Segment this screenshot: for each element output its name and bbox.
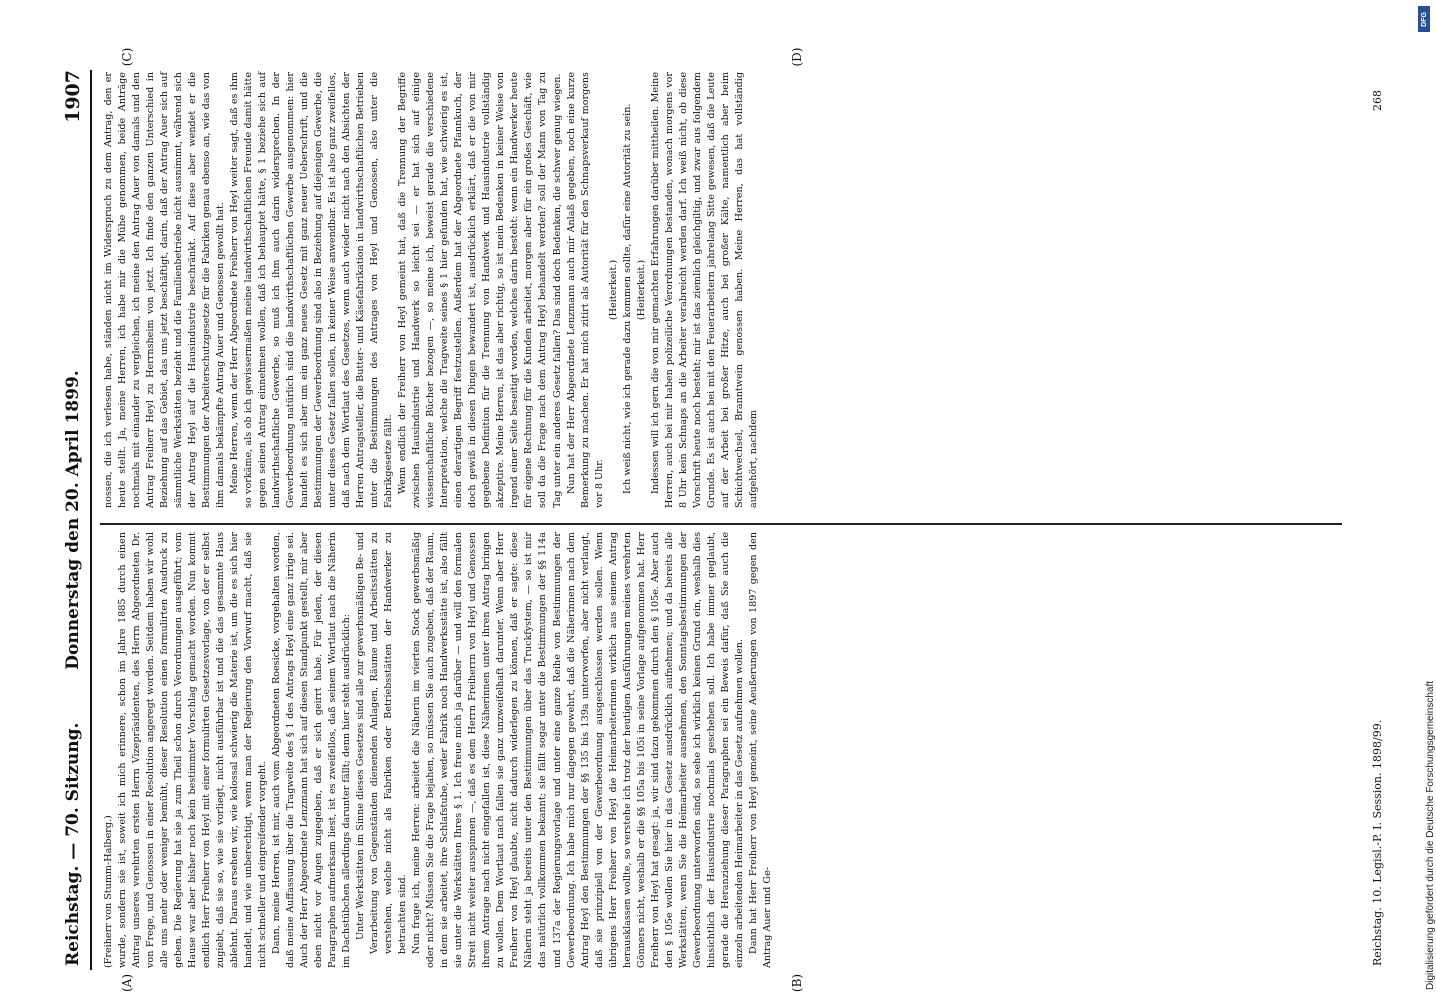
- margin-mark-d: (D): [790, 47, 804, 67]
- running-header-left: Reichstag. — 70. Sitzung.: [63, 722, 83, 966]
- running-header-date: Donnerstag den 20. April 1899.: [63, 370, 83, 670]
- paragraph: Ich weiß nicht, wie ich gerade dazu kommen sollte, dafür eine Autorität zu sein.: [621, 103, 633, 494]
- column-rule: [100, 523, 1342, 525]
- quoted-paragraph: Unter Werkstätten im Sinne dieses Gesetzes sind alle zur gewerbsmäßigen Be- und Verarbeitung von Gegenständen dienenden Anlagen, Räume und Arbeitsstätten zu verstehen, welche nicht als Fabriken oder Betriebsstätten der Handwerker zu betrachten sind.: [355, 532, 409, 954]
- left-column: [102, 532, 1340, 968]
- paragraph: Wenn endlich der Freiherr von Heyl gemeint hat, daß die Trennung der Begriffe zwischen Hausindustrie und Handwerk so leicht sei — er hat sich auf einige wissenschaftliche Bücher bezogen —, so meine ich, beweist gerade die verschiedene Interpretation, welche die Tragweite seines § 1 hier gefunden hat, wie schwierig es ist, einen derartigen Begriff festzustellen. Außerdem hat der Abgeordnete Pfannkuch, der doch gewiß in diesen Dingen bewandert ist, ausdrücklich erklärt, daß er die von mir gegebene Definition für die Trennung von Handwerk und Hausindustrie vollständig akzeptire. Meine Herren, ist das aber richtig, so ist mein Bedenken in keiner Weise von irgend einer Seite beseitigt worden, welches darin besteht: wenn ein Handwerker heute für eigene Rechnung für die Kunden arbeitet, morgen aber für ein großes Geschäft, wie soll da die Frage nach dem Antrag Heyl behandelt werden? soll der Mann von Tag zu Tag unter ein anderes Gesetz fallen? Das sind doch Bedenken, die schwer genug wiegen.: [397, 72, 563, 508]
- paragraph: Nun hat der Herr Abgeordnete Lenzmann auch mir Anlaß gegeben, noch eine kurze Bemerkung zu machen. Er hat mich zitirt als Autorität für den Schnapsverkauf morgens vor 8 Uhr.: [565, 72, 605, 508]
- interjection: (Heiterkeit.): [635, 259, 647, 321]
- margin-mark-b: (B): [790, 973, 804, 993]
- page-number: 1907: [62, 70, 84, 123]
- paragraph: Dann hat Herr Freiherr von Heyl gemeint, seine Aeußerungen von 1897 gegen den Antrag Auer und Ge-: [747, 532, 773, 968]
- paragraph: Nun frage ich, meine Herren: arbeitet die Näherin im vierten Stock gewerbsmäßig oder nicht? Müssen Sie die Frage bejahen, so müssen Sie auch zugeben, daß der Raum, in dem sie arbeitet, ihre Schlafstube, weder Fabrik noch Handwerksstätte ist, also fällt sie unter die Werkstätten Ihres § 1. Ich freue mich ja darüber — und will den formalen Streit nicht weiter ausspinnen —, daß es dem Herrn Freiherrn von Heyl und Genossen ihrem Antrage nach nicht eingefallen ist, diese Näherinnen unter ihren Antrag bringen zu wollen. Dem Wortlaut nach fallen sie ganz unzweifelhaft darunter. Wenn aber Herr Freiherr von Heyl glaubte, nicht dadurch widerlegen zu können, daß er sagte: diese Näherin steht ja bereits unter den Bestimmungen über das Truckfystem, — so ist mir das natürlich vollkommen bekannt; sie fällt sogar unter die Bestimmungen der §§ 114a und 137a der Regierungsvorlage und unter eine ganze Reihe von Bestimmungen der Gewerbeordnung. Ich habe mich nur dagegen gewehrt, daß die Näherinnen nach dem Antrag Heyl den Bestimmungen der §§ 135 bis 139a unterworfen, aber nicht verlangt, daß sie prinzipiell von der Gewerbeordnung ausgeschlossen werden sollen. Wenn übrigens Herr Freiherr von Heyl die Heimarbeiterinnen wirklich aus seinem Antrag herausklassen wollte, so verstehe ich trotz der heutigen Ausführungen meines verehrten Gönners nicht, weshalb er die §§ 105a bis 105i in seine Vorlage aufgenommen hat. Herr Freiherr von Heyl hat gesagt: ja, wir sind dazu gekommen durch den § 105e. Aber auch den § 105e wollen Sie hier in das Gesetz ausdrücklich aufnehmen; und da bereits alle Werkstätten, wenn Sie die Heimarbeiter ausnehmen, den Sonntagsbestimmungen der Gewerbeordnung unterworfen sind, so sehe ich wirklich keinen Grund ein, weshalb dies hinsichtlich der Hausindustrie nochmals geschehen soll. Ich habe immer geglaubt, gerade die Heranziehung dieser Paragraphen sei ein Beweis dafür, daß Sie auch die einzeln arbeitenden Heimarbeiter in das Gesetz aufnehmen wollen.: [411, 532, 745, 968]
- dfg-logo-text: DFG: [1420, 11, 1428, 27]
- paragraph: Meine Herren, wenn der Herr Abgeordnete Freiherr von Heyl weiter sagt, daß es ihm so vorkäme, als ob ich gewissermaßen meine landwirthschaftlichen Freunde damit hätte gegen seinen Antrag einnehmen wollen, daß ich behauptet hätte, § 1 beziehe sich auf landwirthschaftliche Gewerbe, so muß ich ihm auch darin widersprechen. In der Gewerbeordnung natürlich sind die landwirthschaftlichen Gewerbe ausgenommen: hier handelt es sich aber um ein ganz neues Gesetz mit ganz neuer Ueberschrift, und die Bestimmungen der Gewerbeordnung sind also in Beziehung auf diejenigen Gewerbe, die unter dieses Gesetz fallen sollen, in keiner Weise anwendbar. Es ist also ganz zweifellos, daß nach dem Wortlaut des Gesetzes, wenn auch wieder nicht nach den Absichten der Herren Antragsteller, die Butter- und Käsefabrikation in landwirthschaftlichen Betrieben unter die Bestimmungen des Antrages von Heyl und Genossen, also unter die Fabrikgesetze fällt.: [229, 72, 395, 508]
- dfg-logo: [1418, 6, 1430, 32]
- margin-mark-c: (C): [120, 47, 134, 67]
- right-column: [102, 72, 1340, 508]
- footer-session: Reichstag. 10. Legisl.-P. I. Session. 1898/99.: [1371, 719, 1384, 966]
- rotated-page: [50, 47, 1390, 993]
- header-rule: [90, 70, 92, 970]
- footer-sheet-number: 268: [1371, 90, 1384, 111]
- paragraph: wurde, sondern sie ist, soweit ich mich erinnere, schon im Jahre 1885 durch einen Antrag unseres verehrten ersten Herrn Vizepräsidenten, des Herrn Abgeordneten Dr. von Frege, und Genossen in einer Resolution angeregt worden. Seitdem haben wir wohl alle uns mehr oder weniger bemüht, dieser Resolution einen formulirten Ausdruck zu geben. Die Regierung hat sie ja zum Theil schon durch Verordnungen ausgeführt; vom Hause war aber bisher noch kein bestimmter Vorschlag gemacht worden. Nun kommt endlich Herr Freiherr von Heyl mit einer formulirten Gesetzesvorlage, von der er selbst zugiebt, daß sie so, wie sie vorliegt, nicht ausführbar ist und die das gesammte Haus ablehnt. Daraus ersehen wir, wie kolossal schwierig die Materie ist, um die es sich hier handelt, und wie unberechtigt, wenn man der Regierung den Vorwurf macht, daß sie nicht schneller und eingreifender vorgeht.: [117, 532, 269, 968]
- digitization-credit: Digitalisierung gefördert durch die Deutsche Forschungsgemeinschaft: [1425, 680, 1436, 990]
- paragraph: Dann, meine Herren, ist mir, auch vom Abgeordneten Roesicke, vorgehalten worden, daß meine Auffassung über die Tragweite des § 1 des Antrags Heyl eine ganz irrige sei. Auch der Herr Abgeordnete Lenzmann hat sich auf diesen Standpunkt gestellt, mir aber eben nicht vor Augen zugegeben, daß er sich geirrt habe. Für jeden, der diesen Paragraphen aufmerksam liest, ist es zweifellos, daß seinem Wortlaut nach die Näherin im Dachstübchen allerdings darunter fällt; denn hier steht ausdrücklich:: [271, 532, 353, 968]
- speaker-line: (Freiherr von Stumm-Halberg.): [103, 815, 114, 968]
- interjection: (Heiterkeit.): [607, 259, 619, 321]
- paragraph: Indessen will ich gern die von mir gemachten Erfahrungen darüber mittheilen. Meine Herren, auch bei mir haben polizeiliche Verordnungen bestanden, wonach morgens vor 8 Uhr kein Schnaps an die Arbeiter verabreicht werden darf. Ich weiß nicht, ob diese Vorschrift heute noch besteht; mir ist das ziemlich gleichgiltig, und zwar aus folgendem Grunde. Es ist auch bei mit den Feuerarbeitern jahrelang Sitte gewesen, daß die Leute auf der Arbeit bei großer Hitze, auch bei großer Kälte, namentlich aber beim Schichtwechsel, Branntwein genossen haben. Meine Herren, das hat vollständig aufgehört, nachdem: [649, 72, 759, 508]
- paragraph: nossen, die ich verlesen habe, ständen nicht im Widerspruch zu dem Antrag, den er heute stellt. Ja, meine Herren, ich habe mir die Mühe genommen, beide Anträge nochmals mit einander zu vergleichen, ich meine den Antrag Auer von damals und den Antrag Freiherr Heyl zu Herrnsheim von jetzt. Ich finde den ganzen Unterschied in Beziehung auf das Gebiet, das uns jetzt beschäftigt, darin, daß der Antrag Auer sich auf sämmtliche Werkstätten bezieht und die Familienbetriebe nicht ausnimmt, während sich der Antrag Heyl auf die Hausindustrie beschränkt. Auf diese aber wendet er die Bestimmungen der Arbeiterschutzgesetze für die Fabriken genau ebenso an, wie das von ihm damals bekämpfte Antrag Auer und Genossen gewollt hat.: [103, 72, 227, 508]
- margin-mark-a: (A): [120, 973, 134, 993]
